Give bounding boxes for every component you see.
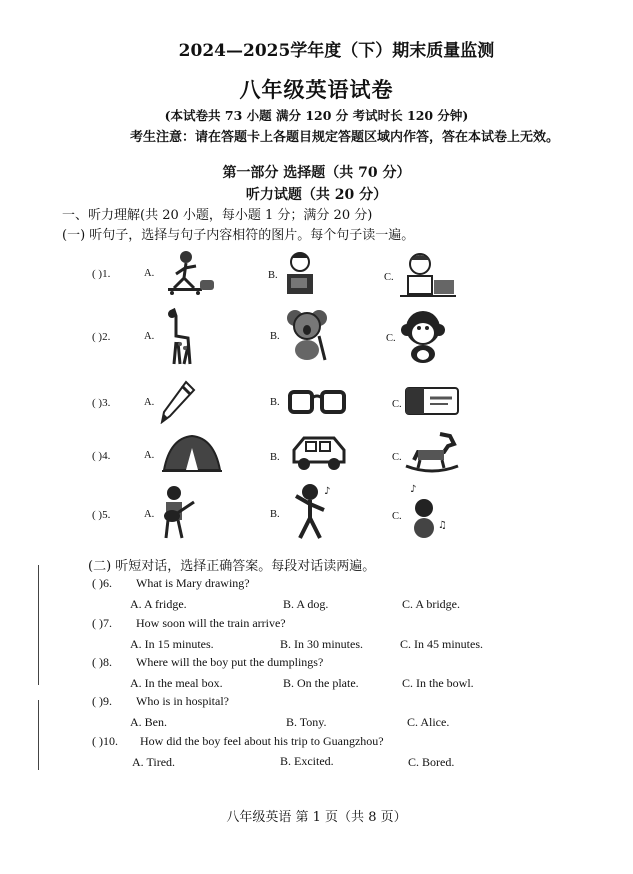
writing-boy-icon — [398, 250, 458, 300]
answer-option: C. In 45 minutes. — [400, 637, 483, 651]
guitar-boy-icon — [156, 484, 196, 540]
option-label: B. — [270, 397, 280, 408]
pencil-icon — [160, 380, 196, 424]
question-number: ( )4. — [92, 450, 111, 462]
giraffe-icon — [160, 306, 196, 366]
question-number: ( )6. — [92, 576, 112, 590]
rocking-horse-icon — [404, 430, 460, 476]
question-number: ( )1. — [92, 268, 111, 280]
singing-boy-icon — [404, 484, 450, 540]
option-label: C. — [384, 272, 394, 283]
question-number: ( )7. — [92, 616, 112, 630]
option-label: A. — [144, 397, 155, 408]
question-number: ( )5. — [92, 509, 111, 521]
answer-option: A. Ben. — [130, 715, 167, 729]
exam-subtitle: 八年级英语试卷 — [239, 77, 394, 102]
question-number: ( )3. — [92, 397, 111, 409]
section-heading: 一、听力理解(共 20 小题，每小题 1 分；满分 20 分) — [62, 208, 373, 223]
option-label: A. — [144, 268, 155, 279]
subsection-heading: (一) 听句子，选择与句子内容相符的图片。每个句子读一遍。 — [62, 228, 415, 243]
reading-boy-icon — [283, 250, 321, 298]
option-label: C. — [392, 399, 402, 410]
subsection-heading-2: (二) 听短对话，选择正确答案。每段对话读两遍。 — [88, 559, 376, 574]
listening-title: 听力试题（共 20 分） — [245, 187, 388, 203]
option-label: C. — [392, 511, 402, 522]
answer-option: C. Alice. — [407, 715, 450, 729]
svg-text:♪: ♪ — [410, 484, 417, 495]
question-number: ( )8. — [92, 655, 112, 669]
koala-icon — [285, 306, 329, 362]
exam-notice: 考生注意：请在答题卡上各题目规定答题区域内作答，答在本试卷上无效。 — [130, 130, 560, 145]
margin-line-1 — [38, 565, 39, 685]
option-label: B. — [268, 270, 278, 281]
car-icon — [288, 432, 350, 474]
option-label: B. — [270, 452, 280, 463]
option-label: B. — [270, 331, 280, 342]
question-number: ( )10. — [92, 734, 118, 748]
eraser-icon — [404, 384, 460, 418]
dancing-boy-icon — [290, 482, 334, 540]
page-footer: 八年级英语 第 1 页（共 8 页） — [226, 810, 407, 825]
question-text: Who is in hospital? — [136, 694, 229, 708]
tent-icon — [160, 432, 224, 474]
question-text: What is Mary drawing? — [136, 576, 250, 590]
question-text: How did the boy feel about his trip to Guangzhou? — [140, 734, 384, 748]
part-title: 第一部分 选择题（共 70 分） — [222, 165, 411, 181]
margin-line-2 — [38, 700, 39, 770]
exam-info: (本试卷共 73 小题 满分 120 分 考试时长 120 分钟) — [164, 108, 469, 123]
skateboard-boy-icon — [158, 248, 218, 296]
answer-option: A. In the meal box. — [130, 676, 223, 690]
answer-option: C. In the bowl. — [402, 676, 474, 690]
question-text: Where will the boy put the dumplings? — [136, 655, 324, 669]
option-label: A. — [144, 450, 155, 461]
answer-option: B. Excited. — [280, 754, 334, 768]
question-number: ( )2. — [92, 331, 111, 343]
question-number: ( )9. — [92, 694, 112, 708]
answer-option: B. On the plate. — [283, 676, 359, 690]
svg-text:♫: ♫ — [438, 520, 447, 531]
option-label: B. — [270, 509, 280, 520]
exam-title: 2024—2025学年度（下）期末质量监测 — [178, 41, 495, 61]
monkey-icon — [400, 306, 446, 364]
option-label: C. — [386, 333, 396, 344]
answer-option: B. A dog. — [283, 597, 329, 611]
option-label: A. — [144, 331, 155, 342]
answer-option: B. Tony. — [286, 715, 327, 729]
answer-option: C. Bored. — [408, 755, 455, 769]
svg-text:♪: ♪ — [324, 486, 331, 497]
question-text: How soon will the train arrive? — [136, 616, 286, 630]
option-label: C. — [392, 452, 402, 463]
answer-option: A. In 15 minutes. — [130, 637, 214, 651]
answer-option: A. Tired. — [132, 755, 176, 769]
answer-option: B. In 30 minutes. — [280, 637, 363, 651]
answer-option: C. A bridge. — [402, 597, 461, 611]
glasses-icon — [286, 386, 348, 418]
option-label: A. — [144, 509, 155, 520]
answer-option: A. A fridge. — [130, 597, 187, 611]
